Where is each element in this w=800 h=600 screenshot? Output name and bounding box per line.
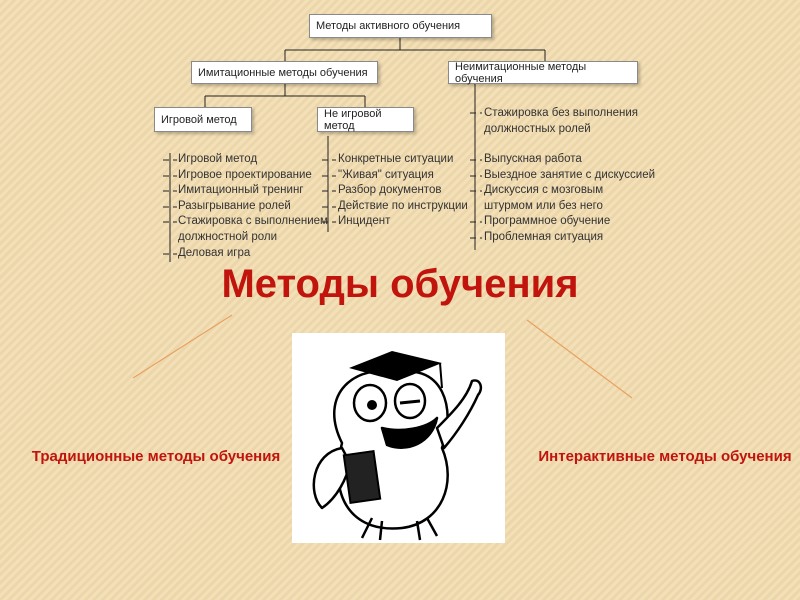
- root-node: Методы активного обучения: [309, 14, 492, 38]
- interactive-methods-label: Интерактивные методы обучения: [538, 448, 792, 465]
- non-imitational-top-list: [484, 106, 638, 137]
- list-item: Игровой метод: [178, 153, 258, 165]
- imitational-node: Имитационные методы обучения: [191, 61, 378, 84]
- page-title: Методы обучения: [221, 262, 579, 306]
- list-item: должностной роли: [178, 230, 278, 243]
- list-item: Действие по инструкции: [338, 199, 468, 212]
- list-item: Деловая игра: [178, 246, 251, 259]
- owl-icon: [292, 333, 505, 543]
- traditional-methods-label: Традиционные методы обучения: [31, 448, 281, 465]
- non-imitational-methods-list: [484, 152, 655, 246]
- non-imitational-node: Неимитационные методы обучения: [448, 61, 638, 84]
- list-item: Разбор документов: [338, 184, 442, 197]
- list-item: Инцидент: [338, 215, 391, 228]
- list-item: Разыгрывание ролей: [178, 199, 291, 212]
- list-item: Проблемная ситуация: [484, 230, 604, 243]
- list-item: Стажировка с выполнением: [178, 215, 328, 228]
- list-item: Игровое проектирование: [178, 168, 312, 181]
- list-item: Выездное занятие с дискуссией: [484, 168, 656, 181]
- list-item: Выпускная работа: [484, 153, 582, 165]
- list-item: Стажировка без выполнения: [484, 107, 639, 119]
- list-item: Дискуссия с мозговым: [484, 184, 604, 197]
- list-item: Имитационный тренинг: [178, 184, 304, 197]
- owl-illustration: [292, 333, 505, 543]
- game-method-node: Игровой метод: [154, 107, 252, 132]
- list-item: штурмом или без него: [484, 199, 603, 212]
- list-item: Программное обучение: [484, 215, 611, 228]
- non-game-method-node: Не игровой метод: [317, 107, 414, 132]
- list-item: Конкретные ситуации: [338, 153, 454, 165]
- list-item: должностных ролей: [484, 122, 591, 135]
- game-methods-list: [178, 152, 328, 261]
- non-game-methods-list: [338, 152, 468, 230]
- list-item: "Живая" ситуация: [338, 168, 434, 181]
